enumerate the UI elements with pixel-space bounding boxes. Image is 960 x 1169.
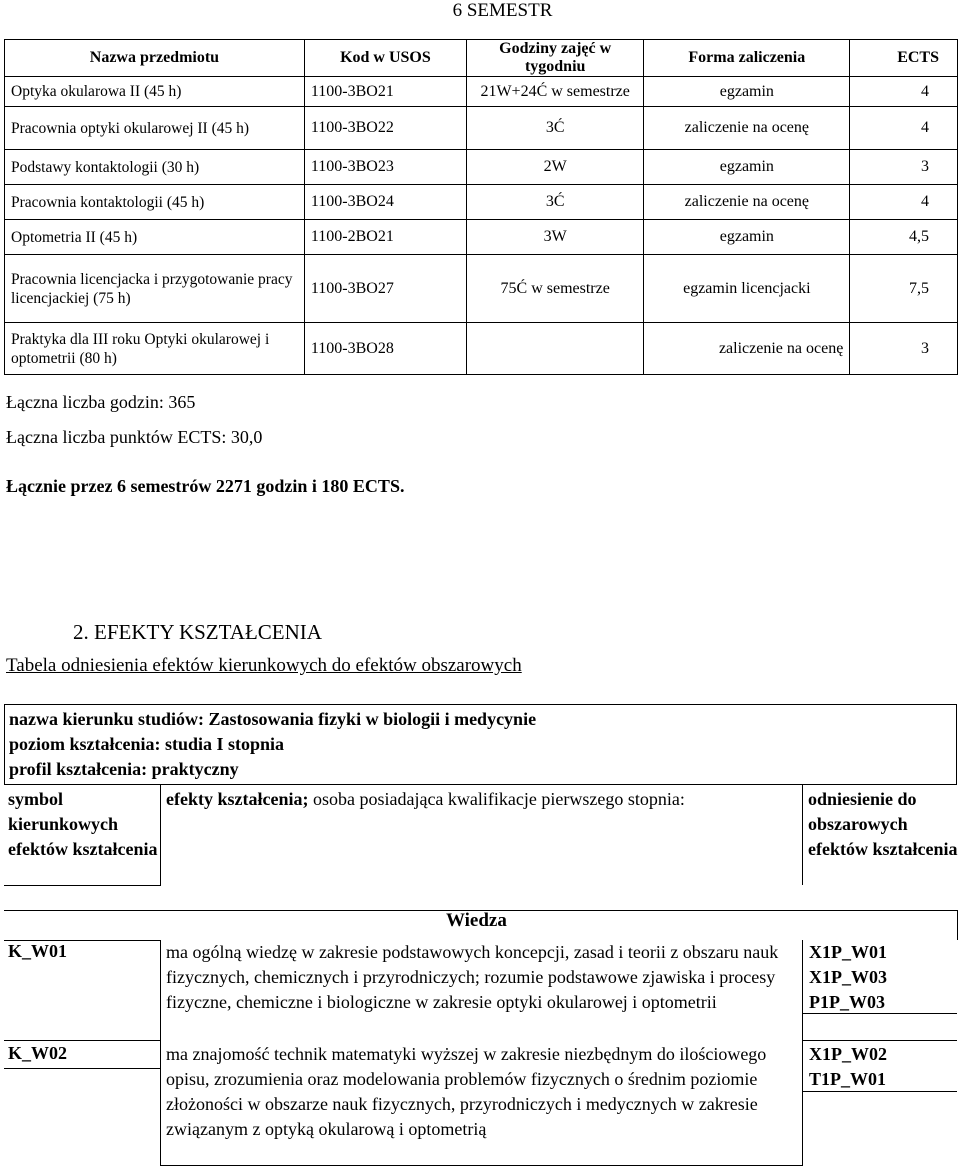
semester-title: 6 SEMESTR	[452, 0, 553, 21]
table-row	[5, 185, 958, 220]
course-ects: 7,5	[850, 255, 958, 323]
divider	[4, 1040, 161, 1041]
course-ects: 4	[850, 185, 958, 220]
effect-references	[809, 1042, 887, 1092]
effect-code: K_W01	[8, 941, 68, 961]
divider	[160, 784, 161, 885]
program-info-box	[4, 704, 957, 784]
divider	[4, 885, 161, 886]
section-subtitle: Tabela odniesienia efektów kierunkowych do efektów obszarowych	[6, 655, 522, 676]
course-code: 1100-2BO21	[304, 220, 466, 255]
course-name: Podstawy kontaktologii (30 h)	[5, 150, 305, 185]
course-ects: 4,5	[850, 220, 958, 255]
program-level: poziom kształcenia: studia I stopnia	[9, 734, 285, 754]
course-hours: 3W	[466, 220, 643, 255]
course-hours	[466, 323, 643, 375]
column-effects-bold: efekty kształcenia;	[166, 789, 309, 809]
header-ects: ECTS	[850, 40, 958, 77]
divider	[802, 1040, 957, 1041]
course-name: Optyka okularowa II (45 h)	[5, 77, 305, 107]
header-weekly-hours: Godziny zajęć w tygodniu	[466, 40, 643, 77]
total-hours: Łączna liczba godzin: 365	[6, 392, 196, 412]
course-name: Pracownia licencjacka i przygotowanie pracy licencjackiej (75 h)	[5, 255, 305, 323]
course-name: Pracownia optyki okularowej II (45 h)	[5, 107, 305, 150]
effect-reference: X1P_W02	[809, 1044, 887, 1064]
effect-description: ma znajomość technik matematyki wyższej w zakresie niezbędnym do ilościowego opisu, zrozumienia oraz modelowania problemów fizycznych o średnim poziomie złożoności w obszarze nauk fizycznych, przyrodniczych i medycznych w zakresie związanym z optyką okularową i optometrią	[166, 1044, 767, 1139]
course-code: 1100-3BO23	[304, 150, 466, 185]
course-ects: 4	[850, 77, 958, 107]
effect-references	[809, 940, 887, 1015]
course-name: Optometria II (45 h)	[5, 220, 305, 255]
course-hours: 75Ć w semestrze	[466, 255, 643, 323]
course-hours: 3Ć	[466, 107, 643, 150]
column-reference-header: odniesienie do obszarowych efektów kształcenia	[808, 789, 958, 859]
course-form: egzamin licencjacki	[644, 255, 850, 323]
table-row	[5, 220, 958, 255]
course-code: 1100-3BO21	[304, 77, 466, 107]
table-row	[5, 255, 958, 323]
header-course-name: Nazwa przedmiotu	[5, 40, 305, 77]
effect-description: ma ogólną wiedzę w zakresie podstawowych koncepcji, zasad i teorii z obszaru nauk fizycznych, chemicznych i przyrodniczych; rozumie podstawowe zjawiska i procesy fizyczne, chemiczne i biologiczne w zakresie optyki okularowej i optometrii	[166, 942, 779, 1012]
divider	[957, 910, 958, 940]
column-effects-header	[166, 787, 798, 812]
column-symbol-header: symbol kierunkowych efektów kształcenia	[8, 789, 158, 859]
course-code: 1100-3BO24	[304, 185, 466, 220]
table-header-row	[5, 40, 958, 77]
header-usos-code: Kod w USOS	[304, 40, 466, 77]
course-form: zaliczenie na ocenę	[644, 107, 850, 150]
course-form: egzamin	[644, 220, 850, 255]
course-hours: 2W	[466, 150, 643, 185]
divider	[160, 1165, 803, 1166]
course-ects: 3	[850, 150, 958, 185]
divider	[4, 784, 957, 785]
course-ects: 4	[850, 107, 958, 150]
effect-reference: P1P_W03	[809, 992, 885, 1012]
course-code: 1100-3BO22	[304, 107, 466, 150]
table-row	[5, 323, 958, 375]
table-row	[5, 77, 958, 107]
course-code: 1100-3BO27	[304, 255, 466, 323]
course-code: 1100-3BO28	[304, 323, 466, 375]
effect-reference: X1P_W03	[809, 967, 887, 987]
table-row	[5, 150, 958, 185]
effect-reference: T1P_W01	[809, 1069, 887, 1089]
column-effects-rest: osoba posiadająca kwalifikacje pierwszego stopnia:	[308, 789, 685, 809]
divider	[4, 1068, 161, 1069]
course-form: egzamin	[644, 150, 850, 185]
course-name: Pracownia kontaktologii (45 h)	[5, 185, 305, 220]
total-ects: Łączna liczba punktów ECTS: 30,0	[6, 427, 263, 447]
effect-code: K_W02	[8, 1043, 68, 1063]
program-name: nazwa kierunku studiów: Zastosowania fizyki w biologii i medycynie	[9, 709, 537, 729]
courses-table	[4, 39, 958, 375]
course-form: egzamin	[644, 77, 850, 107]
program-profile: profil kształcenia: praktyczny	[9, 759, 239, 779]
divider	[802, 784, 803, 885]
course-ects: 3	[850, 323, 958, 375]
divider	[160, 940, 161, 1165]
category-title: Wiedza	[446, 910, 507, 931]
course-form: zaliczenie na ocenę	[644, 323, 850, 375]
grand-total: Łącznie przez 6 semestrów 2271 godzin i 180 ECTS.	[6, 476, 405, 496]
header-assessment-form: Forma zaliczenia	[644, 40, 850, 77]
course-form: zaliczenie na ocenę	[644, 185, 850, 220]
effect-reference: X1P_W01	[809, 942, 887, 962]
section-title: 2. EFEKTY KSZTAŁCENIA	[73, 620, 322, 644]
table-row	[5, 107, 958, 150]
course-hours: 21W+24Ć w semestrze	[466, 77, 643, 107]
course-hours: 3Ć	[466, 185, 643, 220]
course-name: Praktyka dla III roku Optyki okularowej i optometrii (80 h)	[5, 323, 305, 375]
